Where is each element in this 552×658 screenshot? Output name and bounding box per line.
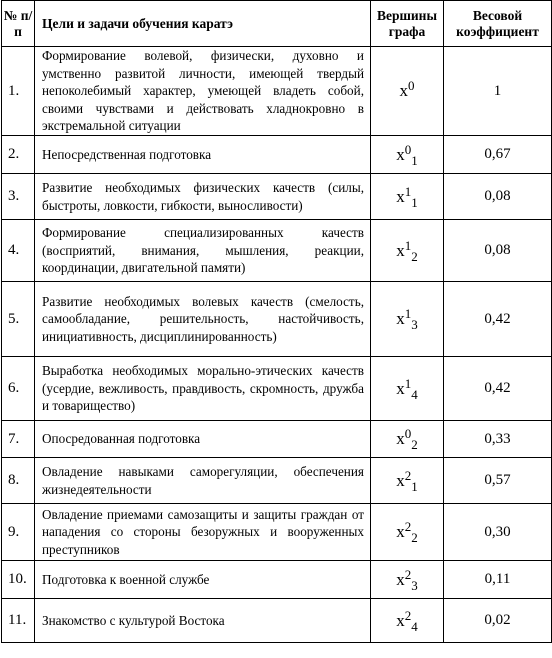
row-vertex: [371, 561, 444, 599]
header-vertex: Вершины графа: [371, 1, 444, 47]
row-goal: Выработка необходимых морально-этических качеств (усердие, вежливость, правдивость, скромность, дружба и товарищество): [35, 357, 371, 421]
table-row: [2, 458, 552, 504]
row-number: 7.: [2, 421, 35, 458]
row-vertex: [371, 47, 444, 136]
vertex-base: x: [396, 240, 405, 260]
vertex-subscript: 2: [411, 530, 418, 545]
vertex-subscript: 4: [411, 386, 418, 402]
row-vertex: [371, 220, 444, 282]
table-header-row: [2, 1, 552, 47]
vertex-base: x: [399, 81, 408, 100]
row-goal: Овладение приемами самозащиты и защиты граждан от нападения со стороны безоружных и вооруженных преступников: [35, 504, 371, 561]
vertex-base: x: [396, 569, 405, 589]
vertex-subscript: 1: [411, 194, 418, 210]
row-number: 8.: [2, 458, 35, 504]
vertex-base: x: [396, 429, 405, 448]
row-goal: Овладение навыками саморегуляции, обеспечения жизнедеятельности: [35, 458, 371, 504]
vertex-subscript: 3: [411, 317, 418, 332]
row-goal: Подготовка к военной службе: [35, 561, 371, 599]
row-weight: 0,33: [444, 421, 552, 458]
vertex-base: x: [396, 144, 405, 164]
table-row: [2, 136, 552, 174]
row-weight: 0,67: [444, 136, 552, 174]
table-row: [2, 220, 552, 282]
vertex-superscript: 1: [404, 306, 412, 321]
vertex-superscript: 0: [408, 78, 415, 93]
vertex-superscript: 0: [404, 141, 412, 157]
vertex-subscript: 1: [411, 478, 418, 494]
vertex-superscript: 2: [404, 519, 412, 534]
table-row: [2, 282, 552, 357]
vertex-base: x: [396, 186, 405, 206]
vertex-subscript: 4: [411, 618, 418, 634]
row-goal: Формирование волевой, физически, духовно и умственно развитой личности, имеющей твердый непоколебимый характер, умеющей владеть собой, своими чувствами и действовать хладнокровно в экстремальной ситуации: [35, 47, 371, 136]
vertex-base: x: [396, 610, 405, 630]
table-row: [2, 357, 552, 421]
table-row: [2, 599, 552, 643]
row-weight: 0,08: [444, 174, 552, 220]
vertex-superscript: 0: [404, 426, 412, 441]
table-row: [2, 421, 552, 458]
vertex-base: x: [396, 309, 405, 328]
row-weight: 1: [444, 47, 552, 136]
row-vertex: [371, 458, 444, 504]
vertex-superscript: 1: [404, 375, 412, 391]
vertex-subscript: 1: [411, 152, 418, 168]
header-goal: Цели и задачи обучения каратэ: [35, 1, 371, 47]
row-goal: Формирование специализированных качеств (восприятий, внимания, мышления, реакции, координации, двигательной памяти): [35, 220, 371, 282]
row-weight: 0,42: [444, 357, 552, 421]
row-weight: 0,42: [444, 282, 552, 357]
header-weight: Весовой коэффициент: [444, 1, 552, 47]
row-weight: 0,02: [444, 599, 552, 643]
row-number: 4.: [2, 220, 35, 282]
row-goal: Непосредственная подготовка: [35, 136, 371, 174]
table-row: [2, 504, 552, 561]
row-goal: Опосредованная подготовка: [35, 421, 371, 458]
row-goal: Развитие необходимых физических качеств (силы, быстроты, ловкости, гибкости, выносливости): [35, 174, 371, 220]
row-goal: Знакомство с культурой Востока: [35, 599, 371, 643]
vertex-base: x: [396, 378, 405, 398]
vertex-subscript: 2: [411, 248, 418, 264]
vertex-superscript: 1: [404, 183, 412, 199]
vertex-base: x: [396, 470, 405, 490]
row-vertex: [371, 282, 444, 357]
table-row: [2, 561, 552, 599]
row-number: 11.: [2, 599, 35, 643]
table-row: [2, 47, 552, 136]
table-body: [2, 47, 552, 643]
row-number: 10.: [2, 561, 35, 599]
row-number: 9.: [2, 504, 35, 561]
vertex-superscript: 2: [404, 467, 412, 483]
row-vertex: [371, 357, 444, 421]
row-weight: 0,30: [444, 504, 552, 561]
row-vertex: [371, 421, 444, 458]
vertex-superscript: 2: [404, 607, 412, 623]
row-weight: 0,11: [444, 561, 552, 599]
row-number: 6.: [2, 357, 35, 421]
row-weight: 0,08: [444, 220, 552, 282]
karate-goals-table: [1, 0, 552, 643]
row-number: 3.: [2, 174, 35, 220]
row-vertex: [371, 504, 444, 561]
vertex-superscript: 2: [404, 566, 412, 582]
row-vertex: [371, 174, 444, 220]
row-weight: 0,57: [444, 458, 552, 504]
vertex-base: x: [396, 522, 405, 541]
vertex-superscript: 1: [404, 237, 412, 253]
vertex-subscript: 3: [411, 577, 418, 593]
row-goal: Развитие необходимых волевых качеств (смелость, самообладание, решительность, настойчивость, инициативность, дисциплинированность): [35, 282, 371, 357]
table-row: [2, 174, 552, 220]
row-number: 1.: [2, 47, 35, 136]
row-number: 5.: [2, 282, 35, 357]
row-vertex: [371, 136, 444, 174]
header-num: № п/п: [2, 1, 35, 47]
vertex-subscript: 2: [411, 437, 418, 452]
row-vertex: [371, 599, 444, 643]
row-number: 2.: [2, 136, 35, 174]
